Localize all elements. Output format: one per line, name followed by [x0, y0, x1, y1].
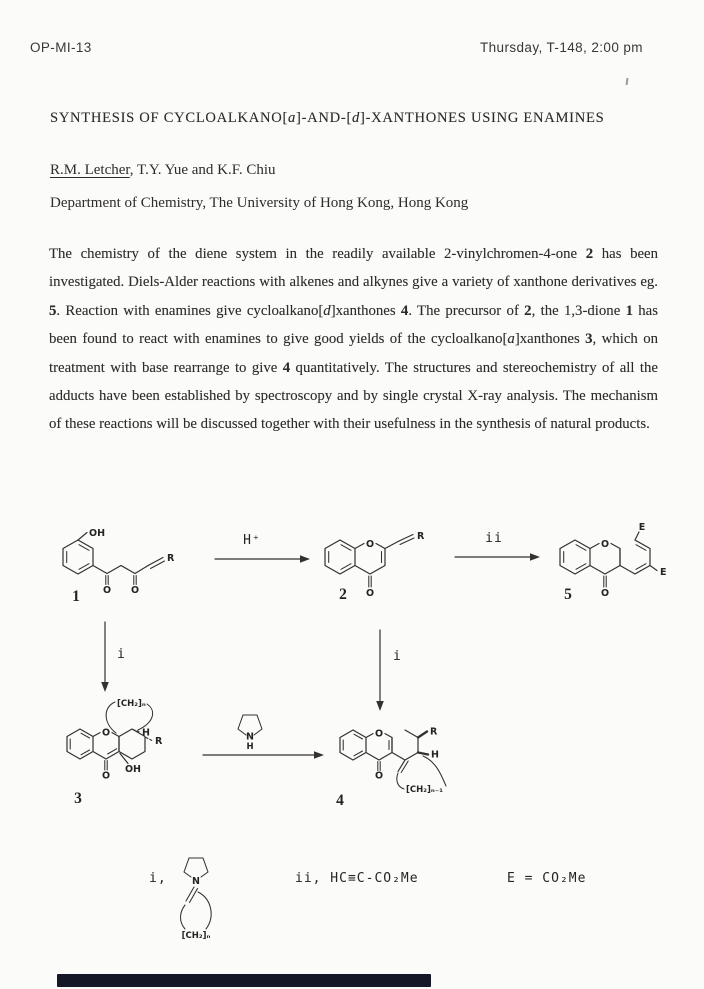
- compound-5-structure: [560, 522, 667, 603]
- reaction-arrow-step-ii: [455, 531, 540, 561]
- compound-2-number: 2: [339, 586, 347, 603]
- step-i-label: i: [117, 647, 126, 662]
- compound-4-structure: [336, 727, 446, 810]
- abstract-text: quantitatively. The structures and stereochemistry of all the adducts have been established by spectroscopy and by single crystal X-ray analysis. The mechanism of these reactions will be discussed together with their usefulness in the synthesis of natural products.: [49, 359, 659, 433]
- enol-hydroxyl-label: OH: [124, 764, 142, 775]
- ch2n-ring-label: [CH₂]ₙ: [181, 931, 211, 941]
- step-i-label: i: [393, 649, 402, 664]
- legend-i-label: i,: [149, 871, 167, 886]
- legend-reagent-i: [149, 858, 211, 941]
- ester-e-label: E: [638, 522, 646, 533]
- compound-2-structure: [325, 531, 425, 603]
- compound-ref: 2: [585, 246, 594, 262]
- legend-e-definition: E = CO₂Me: [507, 871, 587, 886]
- abstract-text: . Reaction with enamines give cycloalkano[: [56, 302, 324, 319]
- scan-speck: [626, 78, 629, 85]
- pyrrolidine-n-label: N: [246, 731, 254, 743]
- r-group-label: R: [167, 553, 175, 564]
- session-code: OP-MI-13: [30, 40, 92, 55]
- coauthors: , T.Y. Yue and K.F. Chiu: [129, 162, 276, 178]
- abstract-text: , the 1,3-dione: [531, 302, 626, 319]
- abstract-text: . The precursor of: [408, 302, 525, 319]
- compound-ref: 3: [585, 331, 593, 348]
- title-text: ]-AND-[: [296, 110, 353, 126]
- authors-line: [50, 162, 276, 179]
- compound-1-number: 1: [72, 588, 80, 605]
- pyrrolidine-nh-label: H: [246, 742, 254, 752]
- enamine-n-label: N: [192, 876, 200, 887]
- reaction-arrow-acid: [215, 533, 310, 563]
- compound-3-structure: [67, 699, 163, 807]
- abstract-text: The chemistry of the diene system in the readily available 2-vinylchromen-4-one: [49, 246, 586, 262]
- compound-ref: 4: [282, 359, 291, 376]
- ch2n-bridge-label: [CH₂]ₙ: [117, 699, 146, 709]
- locant-italic: d: [323, 302, 331, 319]
- title-text: ]-XANTHONES USING ENAMINES: [360, 110, 605, 126]
- ring-oxygen-label: O: [600, 539, 610, 550]
- title-italic-a: a: [288, 110, 297, 126]
- carbonyl-oxygen-label: O: [365, 588, 375, 599]
- carbonyl-oxygen-label: O: [101, 770, 111, 782]
- carbonyl-oxygen-label: O: [600, 588, 610, 599]
- compound-ref: 1: [625, 302, 633, 319]
- reaction-arrow-pyrrolidine: [203, 715, 324, 759]
- stereo-h-label: H: [431, 749, 439, 761]
- presenting-author: R.M. Letcher: [50, 162, 130, 178]
- h-plus-label: H⁺: [243, 533, 261, 548]
- ring-oxygen-label: O: [101, 727, 111, 739]
- compound-1-structure: [63, 528, 175, 605]
- ch2n-1-bridge-label: [CH₂]ₙ₋₁: [406, 785, 443, 795]
- reaction-arrow-step-i-right: [376, 630, 402, 711]
- abstract-text: ]xanthones: [514, 331, 586, 348]
- r-group-label: R: [417, 531, 425, 542]
- ester-e-label: E: [660, 567, 667, 578]
- ring-oxygen-label: O: [374, 728, 384, 740]
- session-schedule: Thursday, T-148, 2:00 pm: [480, 40, 643, 55]
- locant-italic: a: [507, 331, 515, 348]
- scan-artifact-bar: [57, 974, 431, 987]
- title-text: SYNTHESIS OF CYCLOALKANO[: [50, 110, 289, 126]
- compound-4-number: 4: [336, 792, 344, 809]
- compound-ref: 4: [400, 302, 409, 319]
- reaction-scheme: [0, 500, 704, 960]
- compound-ref: 2: [524, 302, 532, 319]
- step-ii-label: ii: [485, 531, 503, 546]
- ring-oxygen-label: O: [365, 539, 375, 550]
- hydroxyl-label: OH: [89, 528, 106, 539]
- abstract-text: ]xanthones: [330, 302, 401, 319]
- compound-ref: 5: [49, 302, 57, 319]
- carbonyl-oxygen-label: O: [130, 585, 140, 596]
- abstract-text: has been found to react with enamines to give good yields of the cycloalkano[: [49, 302, 658, 348]
- reaction-arrow-step-i-left: [101, 622, 126, 692]
- abstract-text: , which on treatment with base rearrange to give: [49, 331, 658, 376]
- r-group-label: R: [155, 736, 163, 747]
- r-group-label: R: [430, 726, 438, 738]
- abstract-paragraph: [49, 240, 658, 439]
- compound-5-number: 5: [564, 586, 572, 603]
- carbonyl-oxygen-label: O: [102, 585, 112, 596]
- abstract-text: has been investigated. Diels-Alder reactions with alkenes and alkynes give a variety of xanthone derivatives eg.: [49, 246, 659, 291]
- carbonyl-oxygen-label: O: [374, 770, 384, 782]
- title-italic-d: d: [352, 110, 361, 126]
- legend-ii-reagent: ii, HC≡C-CO₂Me: [295, 871, 419, 886]
- stereo-h-label: H: [142, 727, 150, 739]
- affiliation: Department of Chemistry, The University of Hong Kong, Hong Kong: [50, 195, 469, 211]
- paper-title: [50, 110, 670, 127]
- compound-3-number: 3: [74, 790, 82, 807]
